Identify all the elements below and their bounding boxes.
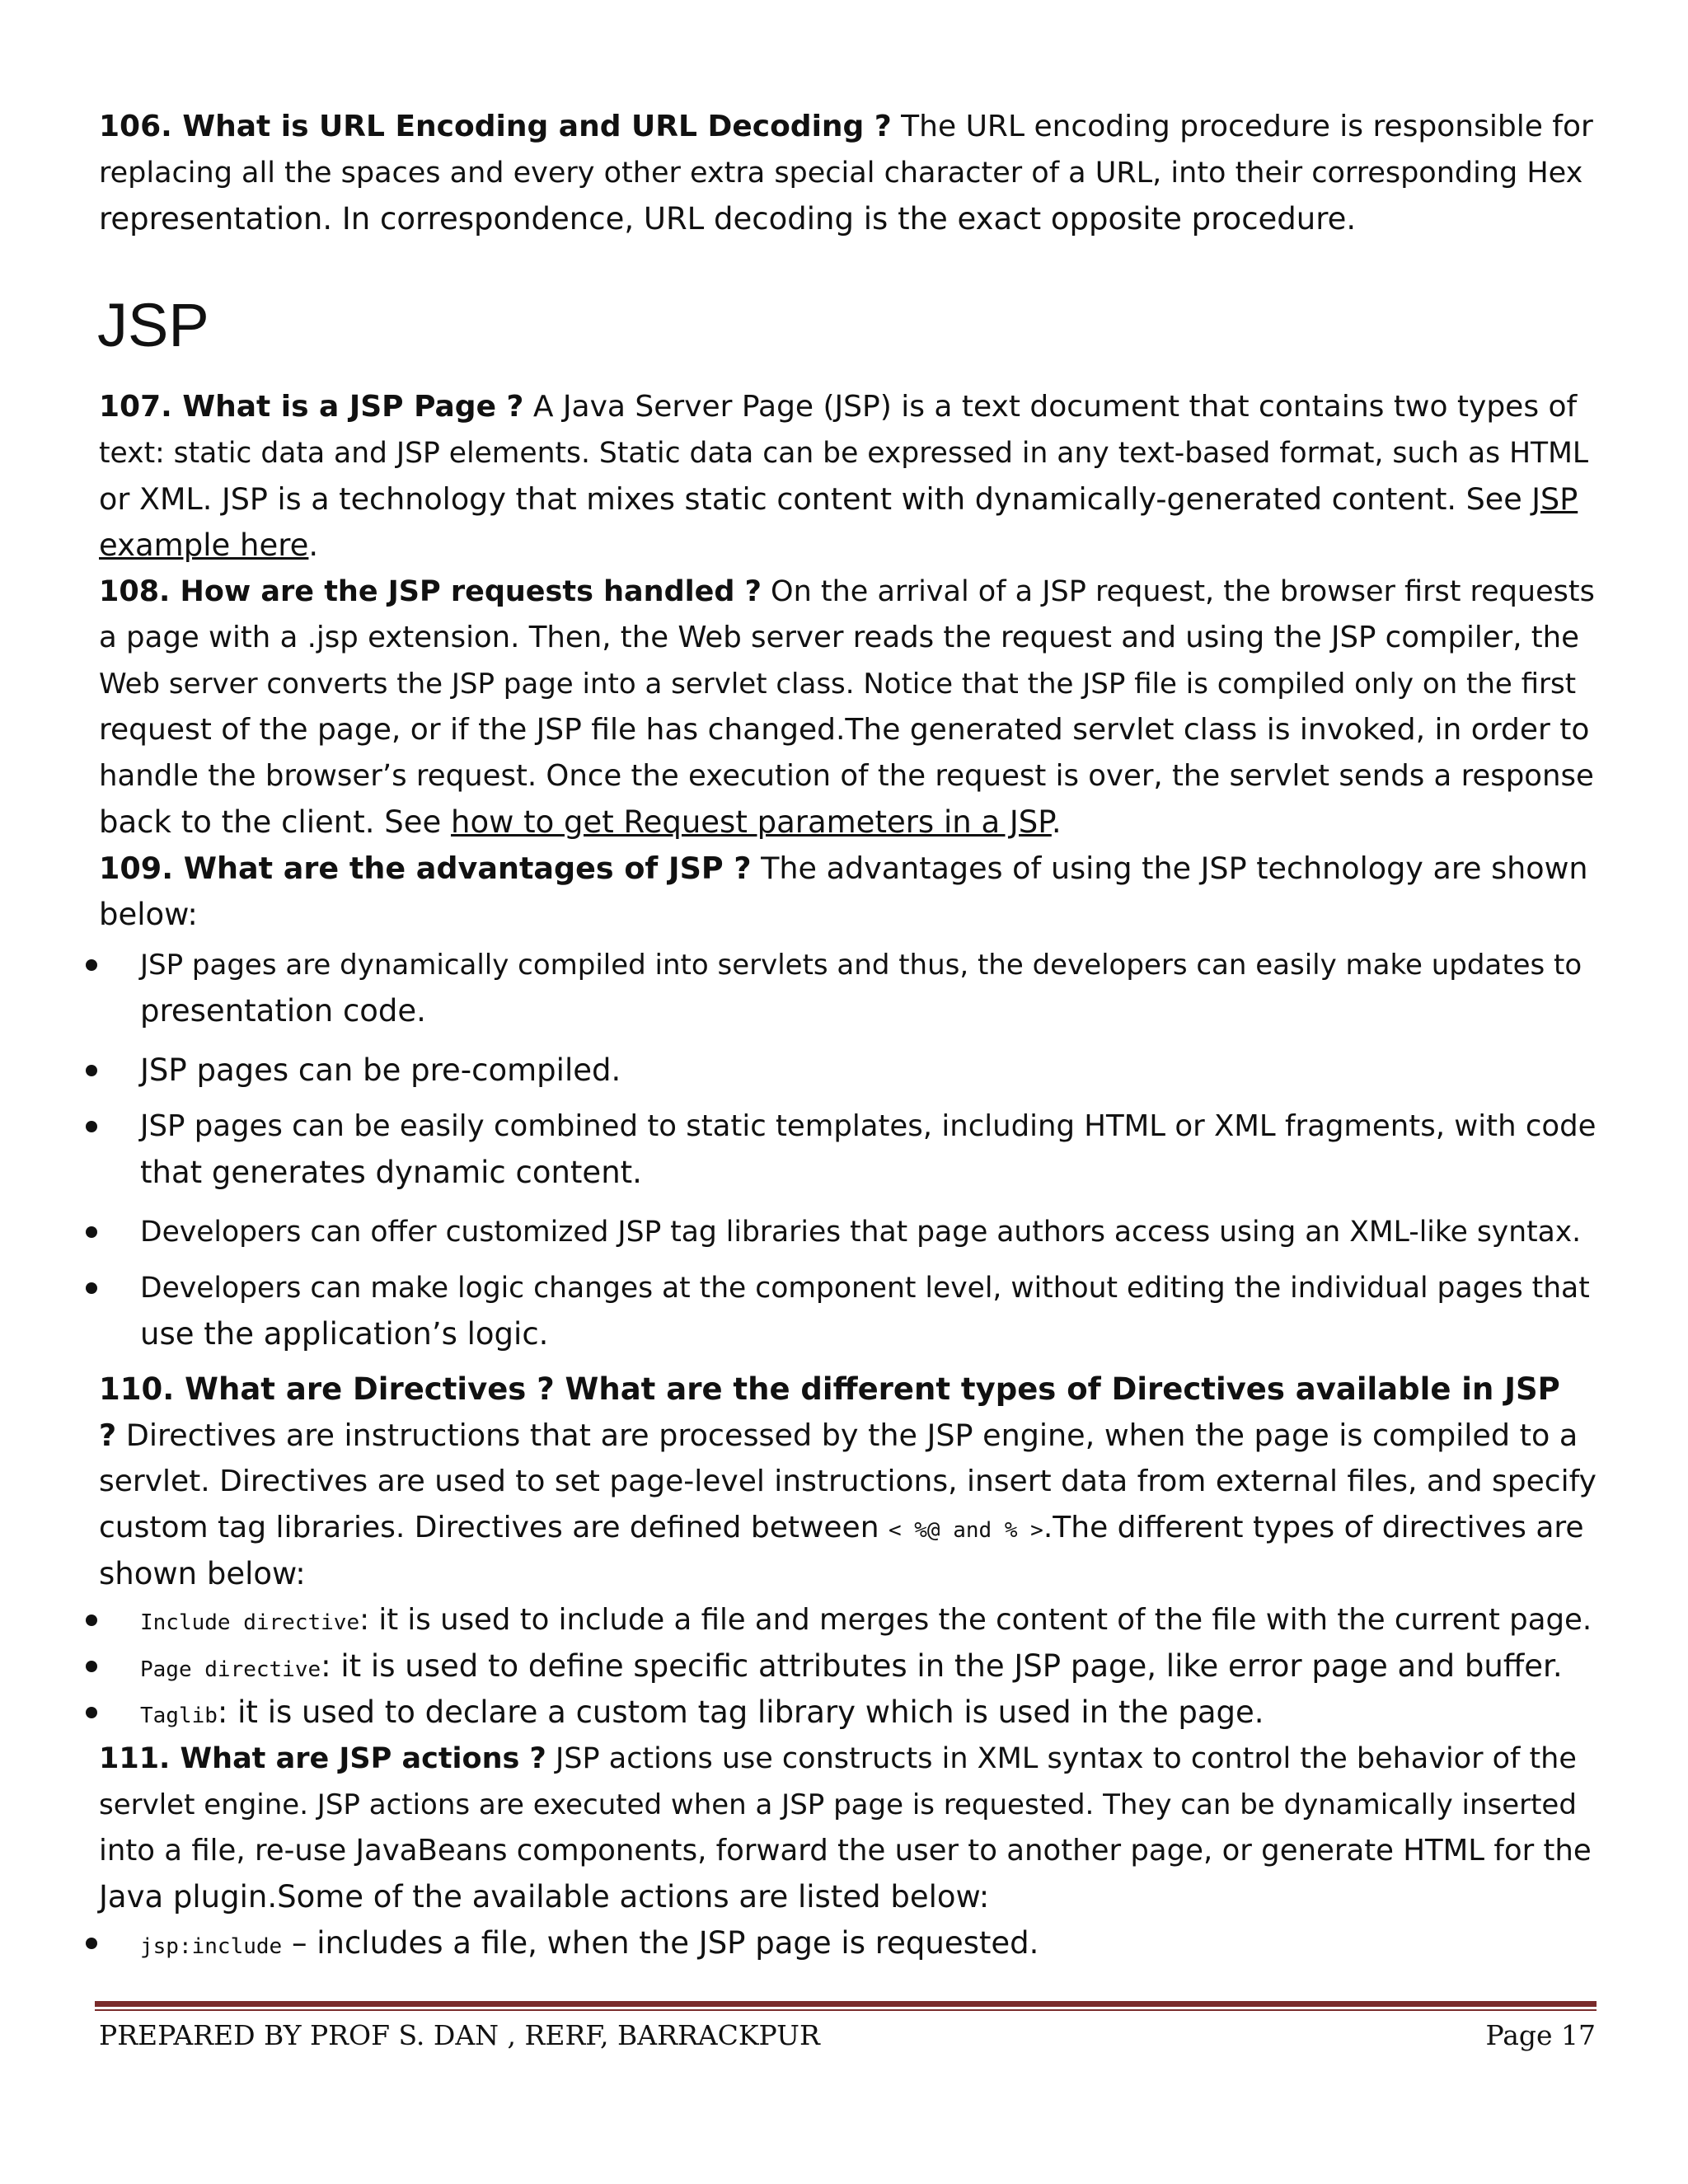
bullet-icon [86,959,97,971]
directive-syntax-code: < %@ and % > [888,1518,1043,1543]
jsp-example-link[interactable]: JSP [1531,481,1578,517]
section-heading: JSP [97,291,209,359]
q110-title: 110. What are Directives ? What are the different types of Directives available in JSP [99,1371,1560,1407]
list-item: jsp:include – includes a file, when the JSP page is requested. [140,1925,1039,1961]
list-item: JSP pages can be pre-compiled. [140,1052,621,1088]
q108-title: 108. How are the JSP requests handled ? [99,575,762,608]
q110-line-2: servlet. Directives are used to set page-level instructions, insert data from external files, and specify [99,1465,1597,1498]
q108-line-1: 108. How are the JSP requests handled ? On the arrival of a JSP request, the browser first requests [99,575,1595,608]
list-item: Developers can offer customized JSP tag libraries that page authors access using an XML-like syntax. [140,1216,1582,1249]
list-item: JSP pages are dynamically compiled into servlets and thus, the developers can easily make updates to [140,949,1582,982]
list-item-cont: presentation code. [140,993,426,1029]
list-item: Taglib: it is used to declare a custom tag library which is used in the page. [140,1694,1264,1730]
jsp-include-code: jsp:include [140,1934,283,1959]
q110-line-3: custom tag libraries. Directives are defined between < %@ and % >.The different types of directives are [99,1511,1584,1544]
bullet-icon [86,1226,97,1238]
q110-line-4: shown below: [99,1556,306,1591]
q108-line-2: a page with a .jsp extension. Then, the Web server reads the request and using the JSP compiler, the [99,621,1580,654]
q109-line-1: 109. What are the advantages of JSP ? The advantages of using the JSP technology are shown [99,851,1588,886]
bullet-icon [86,1661,97,1672]
list-item: Page directive: it is used to define specific attributes in the JSP page, like error page and buffer. [140,1648,1563,1684]
q108-line-3: Web server converts the JSP page into a servlet class. Notice that the JSP file is compiled only on the first [99,668,1577,701]
q109-title: 109. What are the advantages of JSP ? [99,851,752,886]
q106-line-1: 106. What is URL Encoding and URL Decoding ? The URL encoding procedure is responsible for [99,110,1593,143]
q108-line-5: handle the browser’s request. Once the execution of the request is over, the servlet sends a response [99,759,1594,793]
q110-line-1: ? Directives are instructions that are processed by the JSP engine, when the page is compiled to a [99,1418,1578,1453]
page-directive-code: Page directive [140,1657,321,1682]
q107-line-4: example here. [99,527,319,563]
include-directive-code: Include directive [140,1610,360,1635]
bullet-icon [86,1938,97,1949]
bullet-icon [86,1282,97,1294]
q107-line-2: text: static data and JSP elements. Static data can be expressed in any text-based format, such as HTML [99,437,1589,470]
list-item-cont: that generates dynamic content. [140,1155,642,1190]
q106-title: 106. What is URL Encoding and URL Decoding ? [99,110,892,143]
request-params-link[interactable]: how to get Request parameters in a JSP [451,804,1052,840]
list-item: Developers can make logic changes at the component level, without editing the individual pages that [140,1272,1590,1305]
q111-line-1: 111. What are JSP actions ? JSP actions use constructs in XML syntax to control the behavior of the [99,1742,1577,1775]
q107-line-1: 107. What is a JSP Page ? A Java Server Page (JSP) is a text document that contains two types of [99,390,1578,424]
q106-line-3: representation. In correspondence, URL decoding is the exact opposite procedure. [99,201,1357,237]
bullet-icon [86,1065,97,1076]
q109-line-2: below: [99,897,198,932]
page-number: Page 17 [1485,2019,1596,2051]
q111-line-4: Java plugin.Some of the available actions are listed below: [99,1879,990,1915]
jsp-example-link-cont[interactable]: example here [99,527,309,563]
footer-rule [95,2001,1597,2007]
q106-line-2: replacing all the spaces and every other extra special character of a URL, into their corresponding Hex [99,157,1583,190]
list-item-cont: use the application’s logic. [140,1316,549,1352]
q111-title: 111. What are JSP actions ? [99,1742,546,1775]
taglib-directive-code: Taglib [140,1704,218,1728]
bullet-icon [86,1121,97,1132]
q111-line-3: into a file, re-use JavaBeans components, forward the user to another page, or generate HTML for the [99,1834,1592,1868]
q111-line-2: servlet engine. JSP actions are executed when a JSP page is requested. They can be dynamically inserted [99,1788,1577,1821]
q108-line-4: request of the page, or if the JSP file has changed.The generated servlet class is invoked, in order to [99,713,1590,747]
list-item: JSP pages can be easily combined to static templates, including HTML or XML fragments, with code [140,1109,1597,1143]
footer-author: PREPARED BY PROF S. DAN , RERF, BARRACKPUR [99,2019,820,2051]
q107-line-3: or XML. JSP is a technology that mixes static content with dynamically-generated content. See JSP [99,481,1578,517]
q107-title: 107. What is a JSP Page ? [99,390,524,424]
bullet-icon [86,1615,97,1626]
bullet-icon [86,1707,97,1718]
q108-line-6: back to the client. See how to get Request parameters in a JSP. [99,804,1062,840]
footer-rule-thin [95,2009,1597,2011]
list-item: Include directive: it is used to include a file and merges the content of the file with the current page. [140,1603,1592,1637]
